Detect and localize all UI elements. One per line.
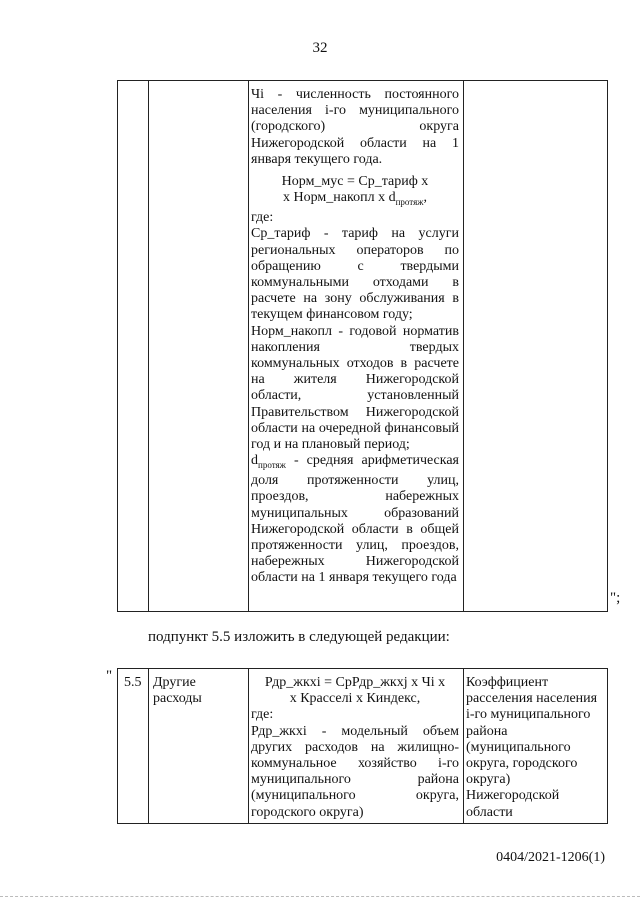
d-symbol: d	[251, 453, 258, 469]
d-subscript: протяж	[258, 460, 286, 471]
definition-tariff: Ср_тариф - тариф на услуги региональных операторов по обращению с твердыми коммунальными отходами в расчете на зону обслуживания в текущем финансовом году;	[251, 226, 459, 323]
column-divider	[248, 669, 249, 823]
formula-line-2: х Красселi х Киндекс,	[289, 691, 421, 707]
definition-norm-nakopl: Норм_накопл - годовой норматив накопления твердых коммунальных отходов в расчете на жителя Нижегородской области, установленный Правительством Нижегородской области на очередной финансовый год и на плановый период;	[251, 323, 459, 453]
column-divider	[148, 81, 149, 611]
definition-rdr-zhkh: Рдр_жкхi - модельный объем других расходов на жилищно-коммунальное хозяйство i-го муниципального района (муниципального округа, городского округа)	[251, 723, 459, 820]
page-number: 32	[312, 40, 328, 56]
formula-line-2-end: ,	[423, 190, 427, 206]
table-item-5-5	[117, 668, 608, 824]
formula-line-1: Рдр_жкхi = СрРдр_жкхj х Чi х	[264, 675, 446, 690]
document-code: 0404/2021-1206(1)	[496, 850, 605, 865]
column-divider	[248, 81, 249, 611]
coefficient-description: Коэффициент расселения населения i-го муниципального района (муниципального округа, городского округа) Нижегородской области	[466, 675, 598, 820]
closing-quote: ";	[610, 590, 621, 606]
item-name-line-1: Другие	[153, 675, 196, 690]
formula-norm-mus	[251, 174, 459, 210]
table-continuation	[117, 80, 608, 612]
formula-cell	[251, 675, 459, 821]
column-divider	[148, 669, 149, 823]
formula-rdr-zhkh	[251, 675, 459, 707]
definition-population: Чi - численность постоянного населения i-го муниципального (городского) округа Нижегородской области на 1 января текущего года.	[251, 87, 459, 167]
formula-cell	[251, 87, 459, 587]
definition-d-protyazh	[251, 453, 459, 586]
formula-line-1: Норм_мус = Ср_тариф х	[281, 174, 429, 190]
item-number: 5.5	[124, 675, 142, 690]
item-name	[153, 675, 245, 707]
formula-line-2	[251, 190, 459, 210]
column-divider	[463, 669, 464, 823]
subitem-instruction: подпункт 5.5 изложить в следующей редакции:	[148, 629, 450, 645]
page-edge-line	[0, 896, 640, 897]
subscript-protyazh: протяж	[395, 197, 424, 208]
item-name-line-2: расходы	[153, 691, 202, 707]
formula-line-2-main: х Норм_накопл х d	[283, 190, 396, 206]
where-label: где:	[251, 210, 274, 226]
opening-quote: "	[106, 668, 113, 684]
column-divider	[463, 81, 464, 611]
where-label: где:	[251, 707, 274, 723]
d-description: - средняя арифметическая доля протяженности улиц, проездов, набережных муниципальных образований Нижегородской области в общей протяженности улиц, проездов, набережных Нижегородской области на 1 января текущего года	[251, 453, 459, 586]
